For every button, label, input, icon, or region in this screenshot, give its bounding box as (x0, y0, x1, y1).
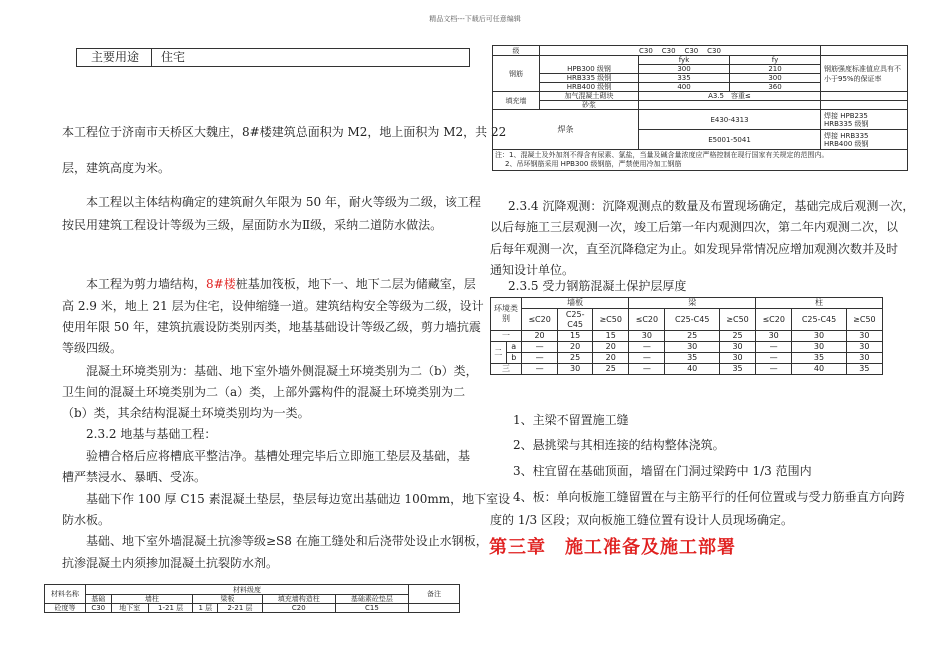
cover-value: 35 (846, 364, 882, 375)
fy-label: fy (729, 56, 820, 64)
th-grade: ≥C50 (593, 309, 629, 331)
steel-values (639, 65, 821, 74)
section-cover-thickness: 2.3.5 受力钢筋混凝土保护层厚度 (508, 279, 687, 293)
grade-c30-3: C30 (684, 46, 699, 55)
env-subclass: a (506, 342, 522, 353)
empty-cell (639, 101, 821, 110)
para-structure-2: 高 2.9 米，地上 21 层为住宅，设伸缩缝一道。建筑结构安全等级为二级，设计 (62, 299, 484, 313)
cover-value: — (522, 342, 558, 353)
th-column: 柱 (756, 298, 883, 309)
para-env-3: （b）类，其余结构混凝土环境类别均为一类。 (62, 406, 310, 420)
cell: 1 层 (193, 604, 218, 613)
th-material-name: 材料名称 (45, 585, 86, 604)
cover-value: 30 (629, 331, 665, 342)
steel-fyk: 300 (677, 65, 691, 73)
grade-c30-1: C30 (639, 46, 653, 55)
cover-value: 25 (593, 364, 629, 375)
list-item-2: 2、悬挑梁与其相连接的结构整体浇筑。 (513, 438, 725, 452)
grade-c30-4: C30 (707, 46, 721, 55)
cover-value: 35 (792, 353, 847, 364)
material-grade-table (44, 584, 460, 613)
th-grade: C25-C45 (792, 309, 847, 331)
th-grade: ≤C20 (522, 309, 558, 331)
building-number: 8#楼 (206, 277, 236, 291)
electrode-e43: E430-4313 (639, 110, 821, 130)
th-cushion: 基础素砼垫层 (335, 595, 408, 604)
para-env-2: 卫生间的混凝土环境类别为二（a）类，上部外露构件的混凝土环境类别为二 (62, 385, 466, 399)
steel-fy: 210 (729, 65, 820, 73)
cover-value: 30 (665, 342, 720, 353)
th-grade: C25-C45 (665, 309, 720, 331)
cover-value: 20 (593, 342, 629, 353)
para-location-1: 本工程位于济南市天桥区大魏庄，8#楼建筑总面积为 M2，地上面积为 M2，共 22 (62, 125, 507, 139)
env-class: 二 (491, 342, 507, 364)
list-item-3: 3、柱宜留在基础顶面，墙留在门洞过梁跨中 1/3 范围内 (513, 464, 812, 478)
para-trench-1: 验槽合格后应将槽底平整洁净。基槽处理完毕后立即施工垫层及基础，基 (86, 449, 471, 463)
usage-label: 主要用途 (77, 49, 152, 66)
page-header: 精品文档---下载后可任意编辑 (429, 15, 521, 23)
cell: C15 (335, 604, 408, 613)
cover-value: 30 (846, 342, 882, 353)
th-grade: C25-C45 (558, 309, 593, 331)
steel-values (639, 83, 821, 92)
cover-value: 30 (846, 353, 882, 364)
th-wall-column: 墙柱 (111, 595, 193, 604)
cover-value: — (629, 353, 665, 364)
note-2: 2、吊环钢筋采用 HPB300 级钢筋，严禁使用冷加工钢筋 (505, 160, 682, 168)
cover-value: — (756, 342, 792, 353)
steel-grade: HRB335 级钢 (540, 74, 639, 83)
steel-fy: 360 (729, 83, 820, 91)
cover-value: 20 (593, 353, 629, 364)
env-subclass: b (506, 353, 522, 364)
cover-value: — (522, 353, 558, 364)
grade-label: 级 (493, 46, 540, 56)
cover-value: 25 (558, 353, 593, 364)
th-beam: 梁 (629, 298, 756, 309)
para-location-2: 层，建筑高度为米。 (62, 161, 171, 175)
list-item-4: 4、板：单向板施工缝留置在与主筋平行的任何位置或与受力筋垂直方向跨 (513, 490, 905, 504)
note-1: 注：1、混凝土及外加剂不得含有尿素、氯盐，当量及碱含量浓度应严格控制在现行国家有关规定的范围内。 (495, 151, 829, 159)
steel-values (639, 74, 821, 83)
steel-grade: HPB300 级钢 (540, 65, 639, 74)
fyk-fy-header (639, 56, 821, 65)
structure-text-pre: 本工程为剪力墙结构， (86, 277, 207, 291)
infill-block-value: A3.5 容重≤ (639, 92, 821, 101)
steel-label: 钢筋 (493, 56, 540, 92)
material-spec-table (492, 45, 908, 171)
para-impermeable-2: 抗渗混凝土内须掺加混凝土抗裂防水剂。 (62, 556, 279, 570)
steel-note: 钢筋强度标准值应具有不小于95%的保证率 (821, 56, 908, 92)
cover-value: — (756, 364, 792, 375)
para-structure-3: 使用年限 50 年，建筑抗震设防类别丙类，地基基础设计等级乙级，剪力墙抗震 (62, 320, 481, 334)
cover-value: — (629, 342, 665, 353)
para-cushion-2: 防水板。 (62, 513, 111, 527)
list-item-1: 1、主梁不留置施工缝 (513, 413, 629, 427)
th-infill-column: 填充墙构造柱 (262, 595, 335, 604)
cover-value: 30 (558, 364, 593, 375)
para-structure-1 (86, 275, 476, 293)
cover-value: 30 (719, 342, 755, 353)
th-wall-slab: 墙板 (522, 298, 629, 309)
electrode-e50: E5001-5041 (639, 130, 821, 150)
concrete-cover-table (490, 297, 883, 375)
cover-value: — (756, 353, 792, 364)
cover-value: 30 (792, 342, 847, 353)
cover-value: 30 (719, 353, 755, 364)
empty-cell (821, 101, 908, 110)
th-material-grade: 材料级度 (86, 585, 409, 595)
env-class: 一 (491, 331, 522, 342)
para-structure-4: 等级四级。 (62, 341, 123, 355)
para-settlement-3: 后每年观测一次，直至沉降稳定为止。如发现异常情况应增加观测次数并及时 (490, 242, 899, 256)
cover-value: 20 (558, 342, 593, 353)
cover-value: 15 (593, 331, 629, 342)
grade-cells (540, 46, 821, 56)
row-label: 砼度等 (45, 604, 86, 613)
usage-value: 住宅 (161, 50, 186, 64)
grade-c30-2: C30 (661, 46, 676, 55)
env-class: 三 (491, 364, 522, 375)
empty-cell (821, 92, 908, 101)
th-grade: ≤C20 (756, 309, 792, 331)
cover-value: 25 (665, 331, 720, 342)
para-settlement-4: 通知设计单位。 (490, 263, 575, 277)
steel-fy: 300 (729, 74, 820, 82)
th-grade: ≥C50 (846, 309, 882, 331)
electrode-e43-note: 焊接 HPB235 HRB335 级钢 (821, 110, 908, 130)
usage-table (76, 48, 470, 67)
cell: 2-21 层 (218, 604, 262, 613)
cell: 1-21 层 (148, 604, 192, 613)
section-foundation: 2.3.2 地基与基础工程： (86, 427, 217, 441)
cover-value: 30 (756, 331, 792, 342)
cover-value: 25 (719, 331, 755, 342)
cover-value: 40 (665, 364, 720, 375)
chapter-title: 第三章 施工准备及施工部署 (489, 537, 736, 558)
fyk-label: fyk (678, 56, 690, 64)
cell: 地下室 (111, 604, 148, 613)
empty-cell (540, 56, 639, 65)
table-notes (493, 150, 908, 171)
infill-mortar: 砂浆 (540, 101, 639, 110)
th-remark: 备注 (409, 585, 460, 604)
steel-grade: HRB400 级钢 (540, 83, 639, 92)
infill-block: 加气混凝土砌块 (540, 92, 639, 101)
th-grade: ≥C50 (719, 309, 755, 331)
cover-value: 20 (522, 331, 558, 342)
cover-value: 30 (846, 331, 882, 342)
cover-value: — (629, 364, 665, 375)
th-beam-slab: 梁板 (193, 595, 262, 604)
steel-fyk: 335 (677, 74, 691, 82)
para-env-1: 混凝土环境类别为：基础、地下室外墙外侧混凝土环境类别为二（b）类， (86, 364, 478, 378)
weld-label: 焊条 (493, 110, 639, 150)
cell: C20 (262, 604, 335, 613)
cover-value: 35 (665, 353, 720, 364)
cover-value: 15 (558, 331, 593, 342)
para-impermeable-1: 基础、地下室外墙混凝土抗渗等级≥S8 在施工缝处和后浇带处设止水钢板， (86, 534, 488, 548)
para-settlement-2: 以后每施工三层观测一次，竣工后第一年内观测四次，第二年内观测二次，以 (490, 220, 899, 234)
electrode-e50-note: 焊接 HRB335 HRB400 级钢 (821, 130, 908, 150)
cover-value: 40 (792, 364, 847, 375)
th-foundation: 基础 (86, 595, 112, 604)
para-durability-1: 本工程以主体结构确定的建筑耐久年限为 50 年，耐火等级为二级，该工程 (86, 195, 481, 209)
cell: C30 (86, 604, 112, 613)
para-trench-2: 槽严禁浸水、暴晒、受冻。 (62, 470, 207, 484)
para-cushion-1: 基础下作 100 厚 C15 素混凝土垫层，垫层每边宽出基础边 100mm，地下室设 (86, 492, 511, 506)
empty-cell (821, 46, 908, 56)
cover-value: 35 (719, 364, 755, 375)
cell (409, 604, 460, 613)
infill-label: 填充墙 (493, 92, 540, 110)
th-grade: ≤C20 (629, 309, 665, 331)
list-item-4-cont: 度的 1/3 区段；双向板施工缝位置有设计人员现场确定。 (490, 513, 793, 527)
cover-value: — (522, 364, 558, 375)
th-env-class: 环境类别 (491, 298, 522, 331)
cover-value: 30 (792, 331, 847, 342)
para-durability-2: 按民用建筑工程设计等级为三级，屋面防水为Ⅱ级，采纳二道防水做法。 (62, 218, 443, 232)
steel-fyk: 400 (677, 83, 691, 91)
structure-text-post: 桩基加筏板，地下一、地下二层为储藏室，层 (235, 277, 476, 291)
para-settlement-1: 2.3.4 沉降观测：沉降观测点的数量及布置现场确定，基础完成后观测一次， (508, 199, 915, 213)
